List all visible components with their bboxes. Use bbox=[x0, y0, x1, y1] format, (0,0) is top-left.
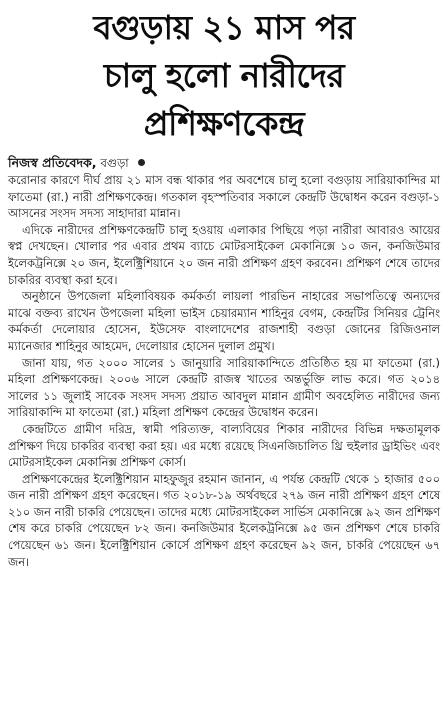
paragraph-3: অনুষ্ঠানে উপজেলা মহিলাবিষয়ক কর্মকর্তা লায়লা পারভিন নাহারের সভাপতিত্বে অন্যদের মাঝে বক্তব্য রাখেন উপজেলা মহিলা ভাইস চেয়ারম্যান শাহিনুর বেগম, কেন্দ্রটির সিনিয়র ট্রেনিং কর্মকর্তা দেলোয়ার হোসেন, ইউসেফ বাংলাদেশের রাজশাহী বগুড়া জোনের রিজিওনাল ম্যানেজার শাহিনুর আহমেদ, দেলোয়ার হোসেন দুলাল প্রমুখ। bbox=[8, 289, 440, 353]
paragraph-5: কেন্দ্রটিতে গ্রামীণ দরিদ্র, স্বামী পরিত্যক্ত, বাল্যবিয়ের শিকার নারীদের বিভিন্ন দক্ষতামূলক প্রশিক্ষণ দিয়ে চাকরির ব্যবস্থা করা হয়। এর মধ্যে রয়েছে সিএনজিচালিত থ্রি হুইলার ড্রাইভিং এবং মোটরসাইকেল মেকানিক্স প্রশিক্ষণ কোর্স। bbox=[8, 421, 440, 470]
headline-line-3: প্রশিক্ষণকেন্দ্র bbox=[143, 104, 305, 143]
headline bbox=[8, 4, 440, 148]
paragraph-6: প্রশিক্ষণকেন্দ্রের ইলেক্ট্রিশিয়ান মাহফুজুর রহমান জানান, এ পর্যন্ত কেন্দ্রটি থেকে ১ হাজার ৫০০ জন নারী প্রশিক্ষণ গ্রহণ করেছেন। গত ২০১৮-১৯ অর্থবছরে ২৭৯ জন নারী প্রশিক্ষণ গ্রহণ শেষে ২১০ জন নারী চাকরি পেয়েছেন। তাদের মধ্যে মোটরসাইকেল সার্ভিস মেকানিক্সে ৯২ জন প্রশিক্ষণ শেষ করে চাকরি পেয়েছেন ৮২ জন। কনজিউমার ইলেকট্রনিক্সে ৯৫ জন প্রশিক্ষণ শেষে চাকরি পেয়েছেন ৬১ জন। ইলেক্ট্রিশিয়ান কোর্সে প্রশিক্ষণ গ্রহণ করেছেন ৯২ জন, চাকরি পেয়েছেন ৬৭ জন। bbox=[8, 471, 440, 569]
paragraph-4: জানা যায়, গত ২০০০ সালের ১ জানুয়ারি সারিয়াকান্দিতে প্রতিষ্ঠিত হয় মা ফাতেমা (রা.) মহিলা প্রশিক্ষণকেন্দ্র। ২০০৬ সালে কেন্দ্রটি রাজস্ব খাতের অন্তর্ভুক্তি লাভ করে। গত ২০১৪ সালের ১১ জুলাই সাবেক সংসদ সদস্য প্রয়াত আবদুল মান্নান গ্রামীণ অবহেলিত নারীদের জন্য সারিয়াকান্দি মা ফাতেমা (রা.) মহিলা প্রশিক্ষণ কেন্দ্রের উদ্বোধন করেন। bbox=[8, 355, 440, 420]
bullet-dot-icon bbox=[138, 159, 145, 166]
article-body bbox=[8, 172, 440, 570]
byline bbox=[8, 154, 440, 172]
reporter-credit: নিজস্ব প্রতিবেদক, bbox=[8, 155, 97, 170]
paragraph-2: এদিকে নারীদের প্রশিক্ষণকেন্দ্রটি চালু হওয়ায় এলাকার পিছিয়ে পড়া নারীরা আবারও আয়ের স্বপ্ন দেখছেন। খোলার পর এবার প্রথম ব্যাচে মোটরসাইকেল মেকানিক্সে ১০ জন, কনজিউমার ইলেকট্রনিক্সে ২০ জন, ইলেক্ট্রিশিয়ানে ২০ জন নারী প্রশিক্ষণ গ্রহণ করবেন। প্রশিক্ষণ শেষে তাদের চাকরির ব্যবস্থা করা হবে। bbox=[8, 222, 440, 287]
dateline-place: বগুড়া bbox=[100, 156, 129, 170]
paragraph-1: করোনার কারণে দীর্ঘ প্রায় ২১ মাস বন্ধ থাকার পর অবশেষে চালু হলো বগুড়ায় সারিয়াকান্দির মা ফাতেমা (রা.) নারী প্রশিক্ষণকেন্দ্র। গতকাল বৃহস্পতিবার সকালে কেন্দ্রটি উদ্বোধন করেন বগুড়া-১ আসনের সংসদ সদস্য সাহাদারা মান্নান। bbox=[8, 173, 440, 221]
headline-line-2: চালু হলো নারীদের bbox=[103, 56, 345, 95]
headline-line-1: বগুড়ায় ২১ মাস পর bbox=[93, 8, 355, 47]
